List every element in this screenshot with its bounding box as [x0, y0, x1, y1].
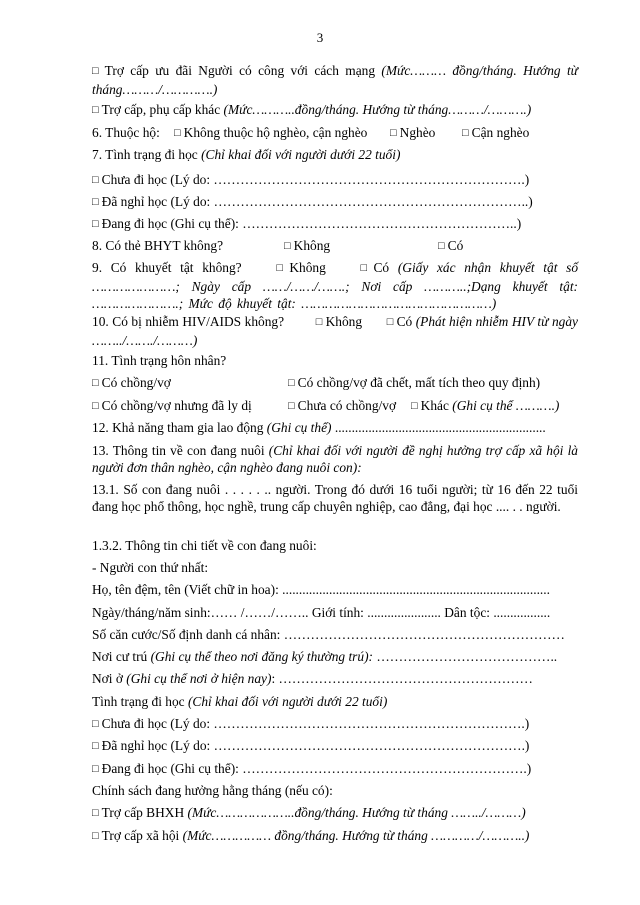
label: Nơi cư trú [92, 649, 151, 664]
checkbox[interactable]: □ [92, 830, 99, 842]
text: 13.1. Số con đang nuôi . . . . . .. người. Trong đó dưới 16 tuổi người; từ 16 đến 22 tuổi đang học phổ thông, học nghề, trung cấp chuyên nghiệp, cao đẳng, đại học .... . . người. [92, 482, 578, 514]
option-widowed: Có chồng/vợ đã chết, mất tích theo quy định) [297, 375, 541, 390]
option-yes: Có [373, 260, 398, 275]
education-heading [92, 146, 578, 163]
label: 11. Tình trạng hôn nhân? [92, 353, 227, 368]
checkbox[interactable]: □ [92, 740, 99, 752]
social-allowance-line [92, 827, 578, 846]
checkbox[interactable]: □ [92, 218, 99, 230]
label: Trợ cấp xã hội [101, 828, 183, 843]
dropped-out-line [92, 193, 578, 212]
option-near-poor: Cận nghèo [471, 125, 530, 140]
page-number: 3 [316, 30, 324, 45]
full-name-field[interactable] [92, 581, 578, 598]
checkbox[interactable]: □ [92, 807, 99, 819]
label: 13. Thông tin về con đang nuôi [92, 443, 269, 458]
label: 7. Tình trạng đi học [92, 147, 202, 162]
fill-dots: : ………………………………………………… [271, 671, 533, 686]
note: (Chỉ khai đối với người đề nghị hưởng trợ cấp xã hội là người đơn thân nghèo, cận nghèo đang nuôi con): [92, 443, 578, 475]
note: (Ghi cụ thể) [266, 420, 332, 435]
detail: (Ghi cụ thể ……….) [452, 398, 560, 413]
checkbox[interactable]: □ [288, 400, 295, 412]
label: Ngày/tháng/năm sinh:…… /……/…….. Giới tính: ...................... Dân tộc: ................. [92, 605, 551, 620]
note: (Chỉ khai đối với người dưới 22 tuổi) [187, 694, 388, 709]
child-dropped-out-line [92, 737, 578, 756]
note: (Ghi cụ thể theo nơi đăng ký thường trú): [150, 649, 374, 664]
children-detail-heading [92, 537, 578, 554]
fill-dots: ………………………………….. [373, 649, 558, 664]
label: 6. Thuộc hộ: [92, 125, 160, 140]
checkbox[interactable]: □ [390, 127, 397, 139]
label: Chưa đi học (Lý do: …………………………………………………………….) [101, 716, 530, 731]
detail: (Giấy xác nhận khuyết tật số …………………; Ngày cấp ……/……/…….; Nơi cấp ………..;Dạng khuyết tật: ………………….; Mức độ khuyết tật: …………………………………………) [92, 260, 579, 311]
option-yes: Có [396, 314, 416, 329]
fill-dots: ............................................................... [331, 420, 546, 435]
social-insurance-line [92, 804, 578, 823]
checkbox[interactable]: □ [386, 316, 394, 328]
birth-gender-ethnicity-field[interactable] [92, 604, 578, 621]
checkbox[interactable]: □ [92, 718, 99, 730]
checkbox[interactable]: □ [92, 196, 99, 208]
label: 8. Có thẻ BHYT không? [92, 238, 224, 253]
label: 1.3.2. Thông tin chi tiết về con đang nuôi: [92, 538, 317, 553]
detail: (Mức……… đồng/tháng. Hướng từ tháng………/………….) [92, 63, 578, 97]
label: 12. Khả năng tham gia lao động [92, 420, 267, 435]
checkbox[interactable]: □ [411, 400, 418, 412]
detail: (Phát hiện nhiễm HIV từ ngày ……../……./………) [92, 314, 578, 348]
label: Chính sách đang hưởng hằng tháng (nếu có): [92, 783, 333, 798]
checkbox[interactable]: □ [288, 377, 295, 389]
disability-line [92, 259, 578, 312]
checkbox[interactable]: □ [92, 400, 99, 412]
child-in-school-line [92, 760, 578, 779]
label: Đang đi học (Ghi cụ thể): ……………………………………………………..) [101, 216, 522, 231]
checkbox[interactable]: □ [360, 262, 371, 274]
not-in-school-line [92, 171, 578, 190]
in-school-line [92, 215, 578, 234]
checkbox[interactable]: □ [174, 127, 181, 139]
label: Trợ cấp, phụ cấp khác [101, 102, 224, 117]
label: Đã nghỉ học (Lý do: ……………………………………………………………..) [101, 194, 533, 209]
checkbox[interactable]: □ [92, 65, 102, 77]
label: Trợ cấp ưu đãi Người có công với cách mạng [104, 63, 382, 78]
label: Số căn cước/Số định danh cá nhân: ……………………………………………………… [92, 627, 565, 642]
checkbox[interactable]: □ [284, 240, 291, 252]
label: Họ, tên đệm, tên (Viết chữ in hoa): ................................................................................ [92, 582, 550, 597]
checkbox[interactable]: □ [438, 240, 445, 252]
checkbox[interactable]: □ [92, 377, 99, 389]
marital-heading [92, 352, 578, 369]
option-not-poor: Không thuộc hộ nghèo, cận nghèo [183, 125, 368, 140]
checkbox[interactable]: □ [276, 262, 287, 274]
option-single: Chưa có chồng/vợ [297, 398, 397, 413]
checkbox[interactable]: □ [92, 174, 99, 186]
checkbox[interactable]: □ [315, 316, 323, 328]
label: Đang đi học (Ghi cụ thể): ……………………………………………………….) [101, 761, 532, 776]
household-line [92, 124, 578, 141]
option-no: Không [325, 314, 363, 329]
labor-ability-line [92, 419, 578, 436]
label: Tình trạng đi học [92, 694, 188, 709]
note: (Chỉ khai đối với người dưới 22 tuổi) [201, 147, 401, 162]
note: (Ghi cụ thể nơi ở hiện nay) [126, 671, 272, 686]
id-number-field[interactable] [92, 626, 578, 643]
option-no: Không [293, 238, 331, 253]
detail: (Mức…………… đồng/tháng. Hướng từ tháng …………/………..) [182, 828, 530, 843]
checkbox[interactable]: □ [92, 104, 99, 116]
detail: (Mức………..đồng/tháng. Hướng từ tháng………/……….) [223, 102, 532, 117]
option-poor: Nghèo [399, 125, 436, 140]
label: Trợ cấp BHXH [101, 805, 188, 820]
option-no: Không [289, 260, 326, 275]
label: 10. Có bị nhiễm HIV/AIDS không? [92, 314, 285, 329]
label: 9. Có khuyết tật không? [92, 260, 242, 275]
children-count-paragraph [92, 481, 578, 515]
option-married: Có chồng/vợ [101, 375, 171, 390]
checkbox[interactable]: □ [462, 127, 469, 139]
label: - Người con thứ nhất: [92, 560, 209, 575]
current-address-field[interactable] [92, 670, 578, 687]
label: Chưa đi học (Lý do: …………………………………………………………….) [101, 172, 530, 187]
health-insurance-line [92, 237, 578, 254]
child-not-in-school-line [92, 715, 578, 734]
children-heading [92, 442, 578, 476]
label: Nơi ở [92, 671, 127, 686]
checkbox[interactable]: □ [92, 763, 99, 775]
child-education-heading [92, 693, 578, 710]
other-allowance-line [92, 101, 578, 120]
residence-field[interactable] [92, 648, 578, 665]
hiv-line [92, 313, 578, 349]
detail: (Mức………………..đồng/tháng. Hướng từ tháng ……../………) [187, 805, 526, 820]
allowance-revolution-line [92, 62, 578, 98]
option-other: Khác [420, 398, 453, 413]
option-yes: Có [447, 238, 464, 253]
first-child-heading [92, 559, 578, 576]
option-divorced: Có chồng/vợ nhưng đã ly dị [101, 398, 252, 413]
monthly-benefits-heading [92, 782, 578, 799]
label: Đã nghỉ học (Lý do: …………………………………………………………….) [101, 738, 530, 753]
